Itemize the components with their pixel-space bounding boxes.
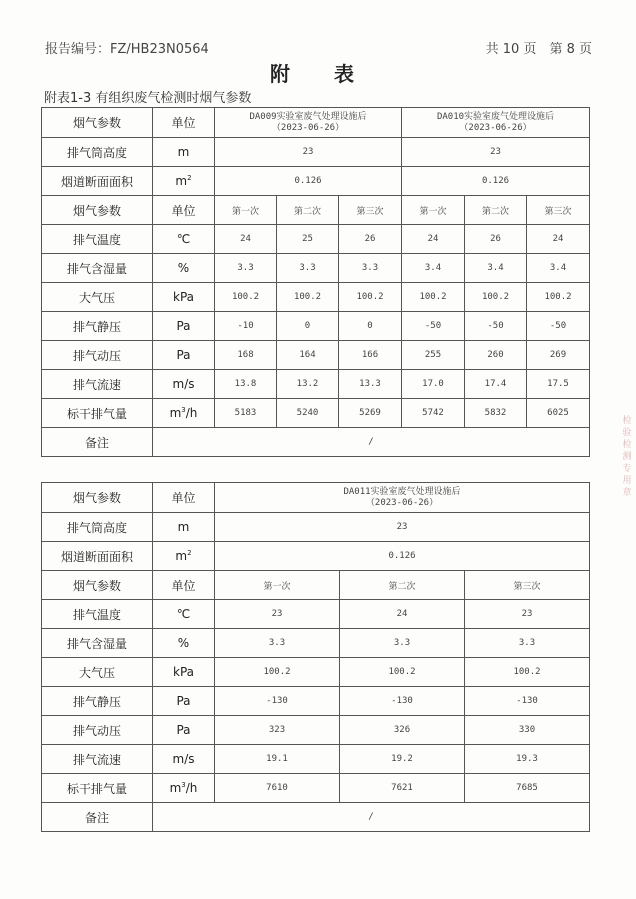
value-cell: 13.8 xyxy=(215,370,277,399)
value-cell: 24 xyxy=(527,225,590,254)
value-cell: -130 xyxy=(340,687,465,716)
value-cell: 330 xyxy=(465,716,590,745)
height-unit: m xyxy=(153,138,215,167)
value-cell: 269 xyxy=(527,341,590,370)
value-cell: 23 xyxy=(465,600,590,629)
runs-header-row xyxy=(42,571,590,600)
value-cell: 100.2 xyxy=(339,283,402,312)
run-label: 第一次 xyxy=(215,196,277,225)
value-cell: 166 xyxy=(339,341,402,370)
area-value: 0.126 xyxy=(215,542,590,571)
param-unit: ℃ xyxy=(153,225,215,254)
table-caption: 附表1-3 有组织废气检测时烟气参数 xyxy=(44,91,252,106)
table-row xyxy=(42,370,590,399)
height-value: 23 xyxy=(215,138,402,167)
value-cell: 3.4 xyxy=(527,254,590,283)
value-cell: 100.2 xyxy=(215,658,340,687)
table-row xyxy=(42,341,590,370)
value-cell: 0 xyxy=(277,312,339,341)
table-row xyxy=(42,600,590,629)
param-label: 大气压 xyxy=(42,283,153,312)
value-cell: 100.2 xyxy=(465,283,527,312)
value-cell: -10 xyxy=(215,312,277,341)
value-cell: 164 xyxy=(277,341,339,370)
value-cell: 25 xyxy=(277,225,339,254)
area-label: 烟道断面面积 xyxy=(42,542,153,571)
value-cell: 5240 xyxy=(277,399,339,428)
value-cell: 13.2 xyxy=(277,370,339,399)
run-label: 第二次 xyxy=(277,196,339,225)
value-cell: 17.0 xyxy=(402,370,465,399)
value-cell: 7610 xyxy=(215,774,340,803)
source-da011: DA011实验室废气处理设施后 （2023-06-26） xyxy=(215,483,590,513)
value-cell: 24 xyxy=(340,600,465,629)
value-cell: 19.2 xyxy=(340,745,465,774)
param-label: 排气动压 xyxy=(42,716,153,745)
flue-gas-table-2 xyxy=(41,482,590,832)
table-row xyxy=(42,629,590,658)
header-param: 烟气参数 xyxy=(42,108,153,138)
param-unit: kPa xyxy=(153,283,215,312)
param-label: 排气含湿量 xyxy=(42,254,153,283)
value-cell: -50 xyxy=(465,312,527,341)
value-cell: 3.3 xyxy=(340,629,465,658)
height-value: 23 xyxy=(402,138,590,167)
header-unit: 单位 xyxy=(153,196,215,225)
height-unit: m xyxy=(153,513,215,542)
value-cell: 26 xyxy=(465,225,527,254)
header-unit: 单位 xyxy=(153,571,215,600)
value-cell: 19.1 xyxy=(215,745,340,774)
value-cell: -50 xyxy=(527,312,590,341)
area-unit: $m^2$ xyxy=(153,167,215,196)
page-title: 附 表 xyxy=(270,62,366,86)
value-cell: 3.3 xyxy=(215,254,277,283)
value-cell: -130 xyxy=(215,687,340,716)
value-cell: 323 xyxy=(215,716,340,745)
area-value: 0.126 xyxy=(215,167,402,196)
value-cell: 255 xyxy=(402,341,465,370)
source-da010: DA010实验室废气处理设施后 （2023-06-26） xyxy=(402,108,590,138)
table-row xyxy=(42,687,590,716)
height-value: 23 xyxy=(215,513,590,542)
param-unit: kPa xyxy=(153,658,215,687)
param-unit: Pa xyxy=(153,312,215,341)
value-cell: -50 xyxy=(402,312,465,341)
header-param: 烟气参数 xyxy=(42,196,153,225)
value-cell: 100.2 xyxy=(527,283,590,312)
param-unit: ℃ xyxy=(153,600,215,629)
table-row xyxy=(42,745,590,774)
run-label: 第一次 xyxy=(402,196,465,225)
value-cell: 5832 xyxy=(465,399,527,428)
value-cell: 17.4 xyxy=(465,370,527,399)
header-param: 烟气参数 xyxy=(42,483,153,513)
header-unit: 单位 xyxy=(153,483,215,513)
param-unit: $m^3/h$ xyxy=(153,399,215,428)
run-label: 第二次 xyxy=(465,196,527,225)
page-info: 共 10 页 第 8 页 xyxy=(485,42,592,57)
value-cell: 326 xyxy=(340,716,465,745)
table-row xyxy=(42,225,590,254)
param-label: 排气静压 xyxy=(42,312,153,341)
report-number: 报告编号：FZ/HB23N0564 xyxy=(45,42,209,57)
value-cell: 3.3 xyxy=(277,254,339,283)
run-label: 第三次 xyxy=(527,196,590,225)
header-unit: 单位 xyxy=(153,108,215,138)
source-da009: DA009实验室废气处理设施后 （2023-06-26） xyxy=(215,108,402,138)
header-param: 烟气参数 xyxy=(42,571,153,600)
param-unit: m/s xyxy=(153,745,215,774)
value-cell: 3.3 xyxy=(339,254,402,283)
remark-value: / xyxy=(153,428,590,457)
inspection-seal: 检验检测专用章 xyxy=(622,416,632,498)
value-cell: 100.2 xyxy=(465,658,590,687)
param-label: 排气静压 xyxy=(42,687,153,716)
value-cell: 3.3 xyxy=(465,629,590,658)
value-cell: -130 xyxy=(465,687,590,716)
height-label: 排气筒高度 xyxy=(42,513,153,542)
param-label: 排气温度 xyxy=(42,225,153,254)
param-label: 大气压 xyxy=(42,658,153,687)
param-label: 排气温度 xyxy=(42,600,153,629)
value-cell: 23 xyxy=(215,600,340,629)
param-unit: m/s xyxy=(153,370,215,399)
area-label: 烟道断面面积 xyxy=(42,167,153,196)
value-cell: 3.4 xyxy=(402,254,465,283)
param-unit: Pa xyxy=(153,687,215,716)
value-cell: 3.4 xyxy=(465,254,527,283)
run-label: 第二次 xyxy=(340,571,465,600)
run-label: 第三次 xyxy=(339,196,402,225)
run-label: 第三次 xyxy=(465,571,590,600)
table-row xyxy=(42,774,590,803)
value-cell: 6025 xyxy=(527,399,590,428)
height-label: 排气筒高度 xyxy=(42,138,153,167)
remark-label: 备注 xyxy=(42,803,153,832)
value-cell: 26 xyxy=(339,225,402,254)
value-cell: 7621 xyxy=(340,774,465,803)
param-label: 排气含湿量 xyxy=(42,629,153,658)
area-unit: $m^2$ xyxy=(153,542,215,571)
value-cell: 5183 xyxy=(215,399,277,428)
table-row xyxy=(42,283,590,312)
value-cell: 24 xyxy=(402,225,465,254)
value-cell: 0 xyxy=(339,312,402,341)
value-cell: 17.5 xyxy=(527,370,590,399)
value-cell: 3.3 xyxy=(215,629,340,658)
value-cell: 5269 xyxy=(339,399,402,428)
param-label: 排气流速 xyxy=(42,745,153,774)
table-row xyxy=(42,716,590,745)
value-cell: 24 xyxy=(215,225,277,254)
table-row xyxy=(42,399,590,428)
param-label: 排气流速 xyxy=(42,370,153,399)
param-label: 标干排气量 xyxy=(42,399,153,428)
param-label: 标干排气量 xyxy=(42,774,153,803)
value-cell: 100.2 xyxy=(402,283,465,312)
value-cell: 5742 xyxy=(402,399,465,428)
table-row xyxy=(42,312,590,341)
value-cell: 100.2 xyxy=(340,658,465,687)
runs-header-row xyxy=(42,196,590,225)
param-unit: $m^3/h$ xyxy=(153,774,215,803)
remark-label: 备注 xyxy=(42,428,153,457)
value-cell: 260 xyxy=(465,341,527,370)
value-cell: 100.2 xyxy=(215,283,277,312)
value-cell: 168 xyxy=(215,341,277,370)
area-value: 0.126 xyxy=(402,167,590,196)
param-unit: Pa xyxy=(153,341,215,370)
param-unit: % xyxy=(153,629,215,658)
remark-value: / xyxy=(153,803,590,832)
param-unit: % xyxy=(153,254,215,283)
value-cell: 13.3 xyxy=(339,370,402,399)
run-label: 第一次 xyxy=(215,571,340,600)
value-cell: 100.2 xyxy=(277,283,339,312)
value-cell: 19.3 xyxy=(465,745,590,774)
table-row xyxy=(42,658,590,687)
table-row xyxy=(42,254,590,283)
flue-gas-table-1 xyxy=(41,107,590,457)
param-label: 排气动压 xyxy=(42,341,153,370)
param-unit: Pa xyxy=(153,716,215,745)
value-cell: 7685 xyxy=(465,774,590,803)
